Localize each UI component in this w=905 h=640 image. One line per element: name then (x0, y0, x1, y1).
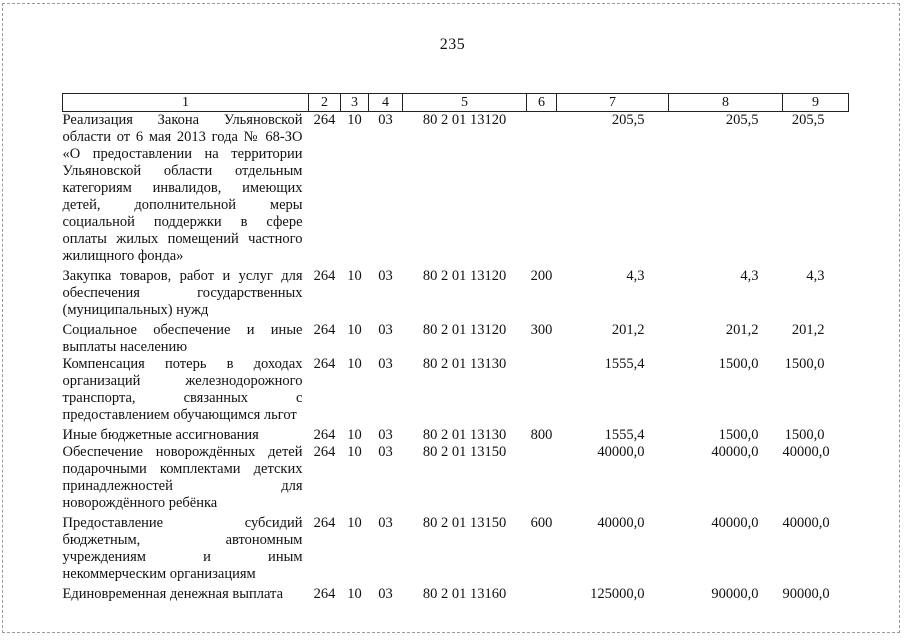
cell-amount-7: 1555,4 (604, 356, 645, 372)
page-number: 235 (439, 36, 466, 53)
cell-expense-type: 200 (530, 268, 553, 284)
header-col-8: 8 (669, 94, 783, 112)
cell-section: 10 (347, 268, 362, 284)
cell-target-code: 80 2 01 13120 (422, 268, 507, 284)
cell-amount-7: 205,5 (611, 112, 645, 128)
cell-amount-9: 4,3 (806, 268, 825, 284)
cell-amount-7: 125000,0 (590, 586, 645, 602)
cell-admin-code: 264 (313, 356, 336, 372)
header-col-5: 5 (403, 94, 527, 112)
cell-amount-7: 1555,4 (604, 427, 645, 443)
cell-admin-code: 264 (313, 268, 336, 284)
table-row (63, 583, 849, 603)
cell-amount-9: 40000,0 (782, 444, 830, 460)
row-name: Реализация Закона Ульяновской области от 6 мая 2013 года № 68-ЗО «О предоставлении на территории Ульяновской области отдельным категориям инвалидов, имеющих детей, дополнительной меры социальной поддержки в сфере оплаты жилых помещений частного жилищного фонда» (62, 112, 303, 264)
cell-admin-code: 264 (313, 586, 336, 602)
cell-amount-8: 1500,0 (718, 356, 759, 372)
cell-amount-9: 1500,0 (784, 356, 825, 372)
cell-amount-8: 201,2 (725, 322, 759, 338)
cell-amount-8: 205,5 (725, 112, 759, 128)
cell-admin-code: 264 (313, 444, 336, 460)
cell-expense-type (527, 356, 557, 424)
cell-amount-9: 40000,0 (782, 515, 830, 531)
cell-amount-9: 90000,0 (782, 586, 830, 602)
cell-target-code: 80 2 01 13130 (422, 427, 507, 443)
row-name: Единовременная денежная выплата (62, 586, 284, 602)
cell-target-code: 80 2 01 13150 (422, 515, 507, 531)
row-name: Закупка товаров, работ и услуг для обеспечения государственных (муниципальных) нужд (62, 268, 303, 318)
cell-section: 10 (347, 515, 362, 531)
cell-admin-code: 264 (313, 322, 336, 338)
table-row (63, 265, 849, 319)
cell-admin-code: 264 (313, 515, 336, 531)
cell-section: 10 (347, 356, 362, 372)
cell-target-code: 80 2 01 13120 (422, 322, 507, 338)
cell-expense-type: 300 (530, 322, 553, 338)
cell-subsection: 03 (378, 356, 393, 372)
header-col-4: 4 (369, 94, 403, 112)
cell-expense-type: 600 (530, 515, 553, 531)
cell-expense-type (527, 444, 557, 512)
table-row (63, 319, 849, 356)
cell-amount-9: 1500,0 (784, 427, 825, 443)
cell-subsection: 03 (378, 322, 393, 338)
budget-table (62, 93, 849, 603)
cell-amount-9: 201,2 (791, 322, 825, 338)
cell-amount-7: 40000,0 (597, 515, 645, 531)
header-col-1: 1 (63, 94, 309, 112)
header-col-6: 6 (527, 94, 557, 112)
cell-target-code: 80 2 01 13130 (422, 356, 507, 372)
row-name: Иные бюджетные ассигнования (62, 427, 259, 443)
header-row (63, 94, 849, 112)
row-name: Предоставление субсидий бюджетным, автономным учреждениям и иным некоммерческим организациям (62, 515, 303, 582)
cell-target-code: 80 2 01 13150 (422, 444, 507, 460)
cell-subsection: 03 (378, 586, 393, 602)
cell-expense-type (527, 112, 557, 266)
cell-amount-8: 40000,0 (711, 515, 759, 531)
cell-subsection: 03 (378, 515, 393, 531)
cell-admin-code: 264 (313, 427, 336, 443)
cell-amount-7: 201,2 (611, 322, 645, 338)
cell-amount-8: 4,3 (740, 268, 759, 284)
table-row (63, 112, 849, 266)
header-col-3: 3 (341, 94, 369, 112)
cell-admin-code: 264 (313, 112, 336, 128)
table-row (63, 444, 849, 512)
cell-amount-7: 40000,0 (597, 444, 645, 460)
cell-subsection: 03 (378, 444, 393, 460)
table-row (63, 356, 849, 424)
header-col-7: 7 (557, 94, 669, 112)
cell-subsection: 03 (378, 112, 393, 128)
cell-section: 10 (347, 322, 362, 338)
cell-subsection: 03 (378, 268, 393, 284)
cell-section: 10 (347, 586, 362, 602)
cell-amount-8: 1500,0 (718, 427, 759, 443)
table-row (63, 424, 849, 444)
cell-target-code: 80 2 01 13160 (422, 586, 507, 602)
row-name: Обеспечение новорождённых детей подарочными комплектами детских принадлежностей для новорождённого ребёнка (62, 444, 303, 511)
cell-section: 10 (347, 112, 362, 128)
table-row (63, 512, 849, 583)
header-col-2: 2 (309, 94, 341, 112)
cell-section: 10 (347, 427, 362, 443)
cell-amount-7: 4,3 (626, 268, 645, 284)
cell-expense-type: 800 (530, 427, 553, 443)
cell-section: 10 (347, 444, 362, 460)
row-name: Социальное обеспечение и иные выплаты населению (62, 322, 303, 355)
cell-expense-type (527, 583, 557, 603)
cell-amount-8: 90000,0 (711, 586, 759, 602)
cell-subsection: 03 (378, 427, 393, 443)
row-name: Компенсация потерь в доходах организаций железнодорожного транспорта, связанных с предоставлением обучающимся льгот (62, 356, 303, 423)
header-col-9: 9 (783, 94, 849, 112)
cell-amount-8: 40000,0 (711, 444, 759, 460)
cell-amount-9: 205,5 (791, 112, 825, 128)
cell-target-code: 80 2 01 13120 (422, 112, 507, 128)
